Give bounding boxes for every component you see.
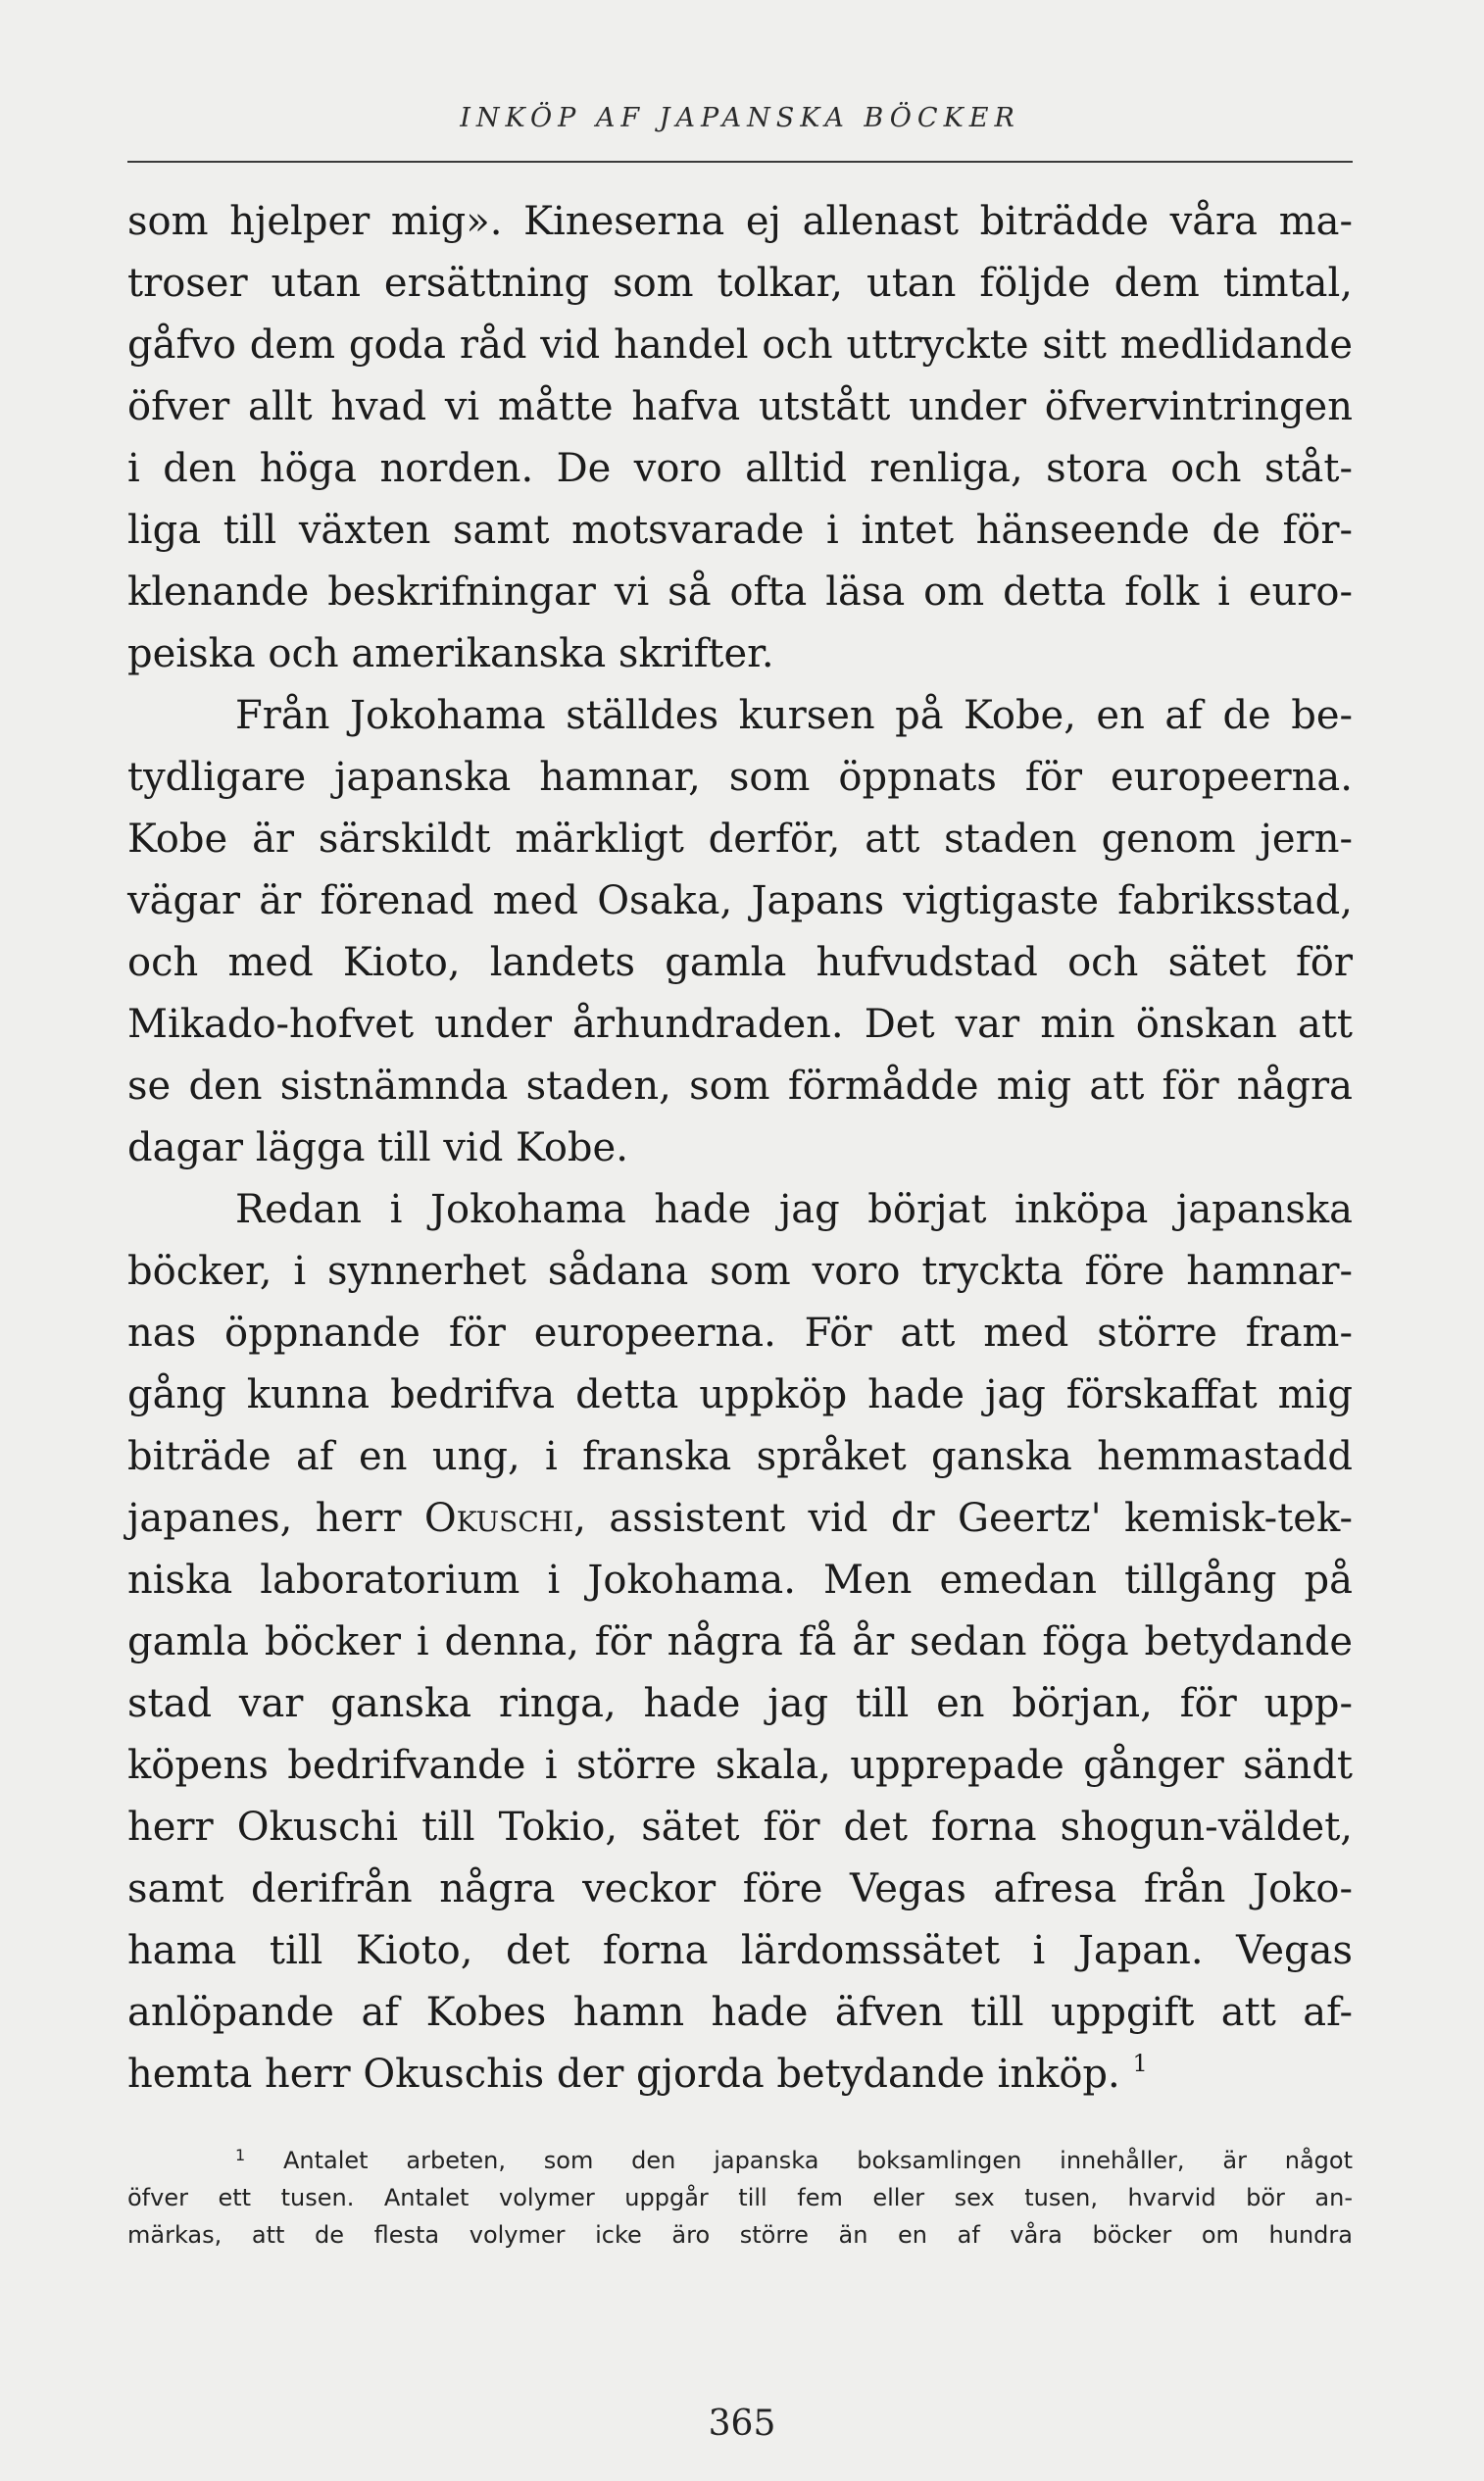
text-segment: , assistent vid dr Geertz' kemisk-tek- [573,1496,1353,1541]
text-line: nas öppnande för europeerna. För att med större fram- [127,1311,1353,1356]
footnote-line: märkas, att de flesta volymer icke äro större än en af våra böcker om hundra [127,2221,1353,2249]
text-line: gåfvo dem goda råd vid handel och uttryckte sitt medlidande [127,323,1353,368]
text-line: som hjelper mig». Kineserna ej allenast biträdde våra ma- [127,199,1353,244]
text-line [127,2044,1353,2106]
page-number: 365 [708,2404,776,2444]
text-line: Redan i Jokohama hade jag börjat inköpa japanska [235,1187,1353,1232]
text-line: tydligare japanska hamnar, som öppnats för europeerna. [127,755,1353,800]
footnote-ref: 1 [1132,2050,1148,2077]
body-text [127,191,1353,2106]
text-line: peiska och amerikanska skrifter. [127,631,774,676]
text-line: dagar lägga till vid Kobe. [127,1125,628,1170]
footnote-line: öfver ett tusen. Antalet volymer uppgår till fem eller sex tusen, hvarvid bör an- [127,2184,1353,2211]
text-line [127,1488,1353,1550]
text-line: köpens bedrifvande i större skala, upprepade gånger sändt [127,1743,1353,1788]
footnote-text: Antalet arbeten, som den japanska boksamlingen innehåller, är något [283,2147,1353,2174]
text-segment: hemta herr Okuschis der gjorda betydande inköp. [127,2052,1120,2097]
text-line: och med Kioto, landets gamla hufvudstad och sätet för [127,940,1353,985]
text-line: Mikado-hofvet under århundraden. Det var min önskan att [127,1002,1353,1047]
text-line: niska laboratorium i Jokohama. Men emedan tillgång på [127,1558,1353,1603]
text-line: herr Okuschi till Tokio, sätet för det forna shogun-väldet, [127,1805,1353,1850]
footnote-marker: 1 [235,2146,246,2164]
text-line: hama till Kioto, det forna lärdomssätet i Japan. Vegas [127,1928,1353,1973]
text-line: liga till växten samt motsvarade i intet hänseende de för- [127,508,1353,553]
text-line: se den sistnämnda staden, som förmådde mig att för några [127,1064,1353,1109]
text-line: gamla böcker i denna, för några få år sedan föga betydande [127,1619,1353,1664]
text-line: öfver allt hvad vi måtte hafva utstått under öfvervintringen [127,384,1353,429]
text-line: stad var ganska ringa, hade jag till en början, för upp- [127,1681,1353,1726]
text-line: troser utan ersättning som tolkar, utan följde dem timtal, [127,261,1353,306]
header-rule [127,161,1353,163]
footnote-line [127,2142,1353,2179]
text-line: vägar är förenad med Osaka, Japans vigtigaste fabriksstad, [127,878,1353,923]
text-line: Från Jokohama ställdes kursen på Kobe, en af de be- [235,693,1353,738]
text-line: böcker, i synnerhet sådana som voro tryckta före hamnar- [127,1249,1353,1294]
text-line: anlöpande af Kobes hamn hade äfven till uppgift att af- [127,1990,1353,2035]
text-line: gång kunna bedrifva detta uppköp hade jag förskaffat mig [127,1372,1353,1417]
running-head: INKÖP AF JAPANSKA BÖCKER [460,103,1020,133]
text-line: Kobe är särskildt märkligt derför, att staden genom jern- [127,817,1353,862]
text-segment: japanes, herr [127,1496,402,1541]
text-line: i den höga norden. De voro alltid renliga, stora och ståt- [127,446,1353,491]
footnotes [127,2142,1353,2254]
text-line: samt derifrån några veckor före Vegas afresa från Joko- [127,1866,1353,1911]
text-line: biträde af en ung, i franska språket ganska hemmastadd [127,1434,1353,1479]
name-okuschi: Okuschi [423,1496,574,1541]
text-line: klenande beskrifningar vi så ofta läsa om detta folk i euro- [127,570,1353,615]
